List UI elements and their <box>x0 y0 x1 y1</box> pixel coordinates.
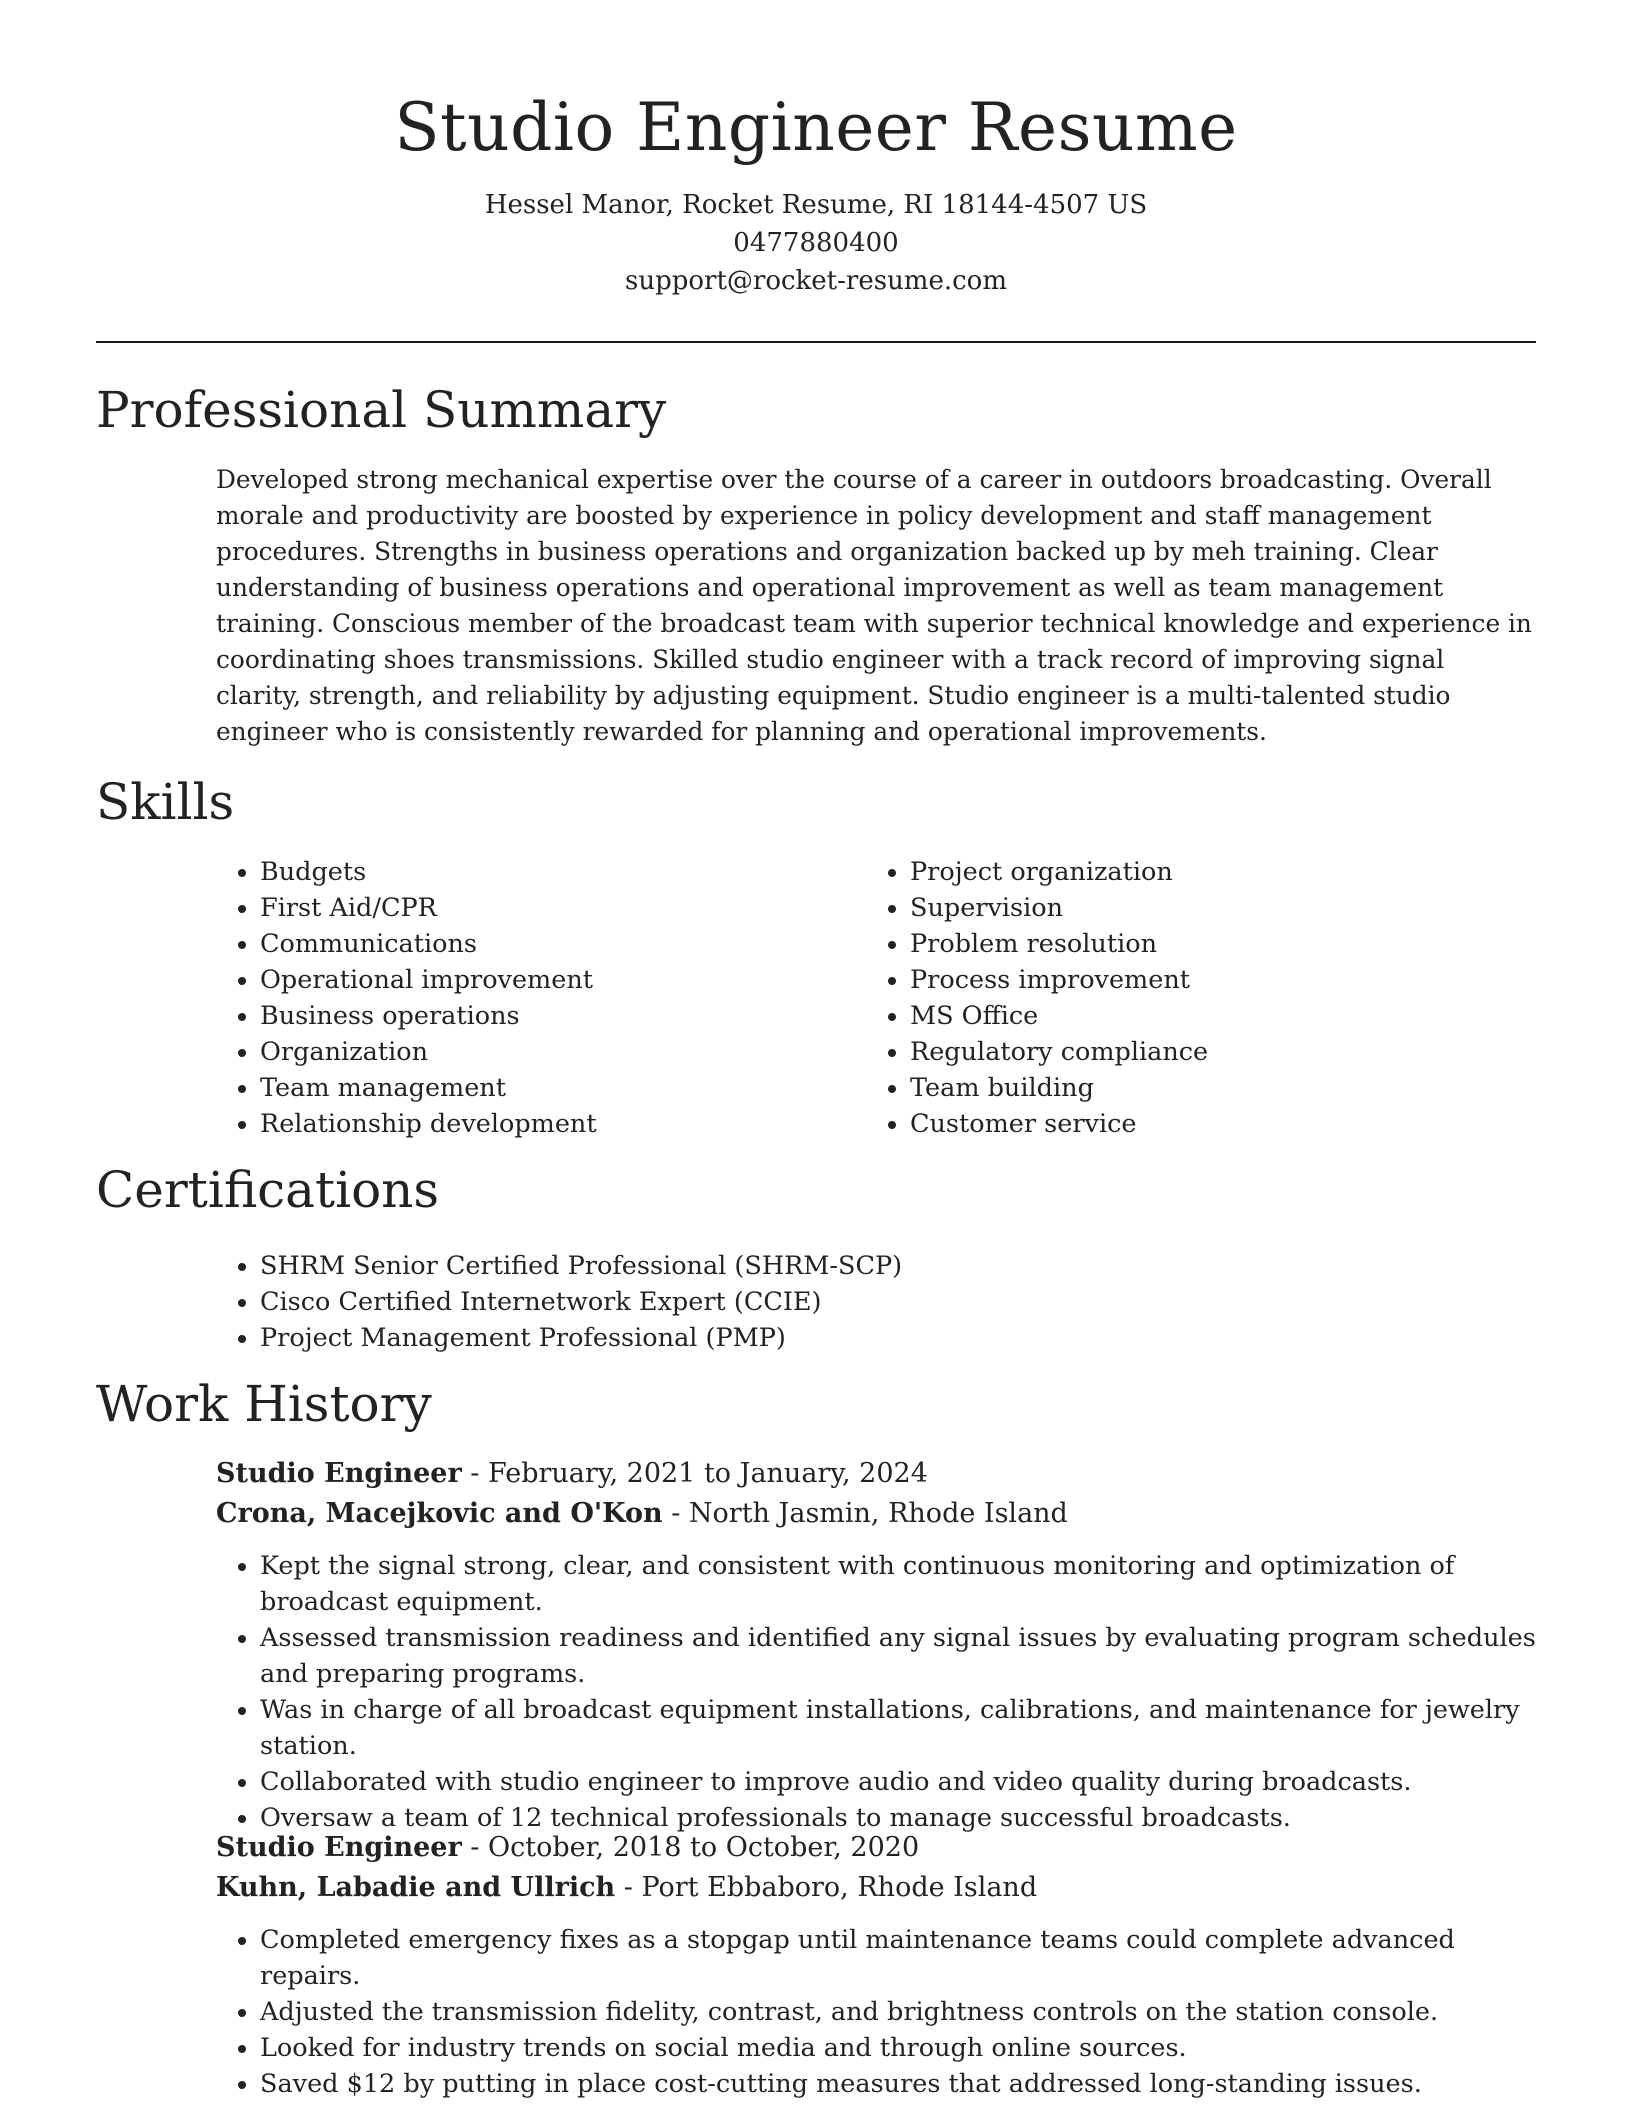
job-company-line <box>216 1868 1536 1908</box>
skill-item: • Regulatory compliance <box>910 1034 1466 1070</box>
contact-email: support@rocket-resume.com <box>624 266 1007 296</box>
skill-item: • Operational improvement <box>260 962 816 998</box>
job-bullet: • Kept the signal strong, clear, and consistent with continuous monitoring and optimization of broadcast equipment. <box>260 1548 1536 1620</box>
skill-item: • Process improvement <box>910 962 1466 998</box>
skill-item: • Organization <box>260 1034 816 1070</box>
skill-item: • MS Office <box>910 998 1466 1034</box>
job-company: Crona, Macejkovic and O'Kon <box>216 1498 663 1529</box>
skills-heading: Skills <box>96 773 235 831</box>
job-bullet: • Was in charge of all broadcast equipment installations, calibrations, and maintenance for jewelry station. <box>260 1692 1536 1764</box>
job-dates: - October, 2018 to October, 2020 <box>461 1832 920 1863</box>
skill-item: • Relationship development <box>260 1106 816 1142</box>
job-bullet: • Looked for industry trends on social media and through online sources. <box>260 2030 1536 2066</box>
skill-item: • Supervision <box>910 890 1466 926</box>
skill-item: • Team building <box>910 1070 1466 1106</box>
skill-item: • Budgets <box>260 854 816 890</box>
job-role: Studio Engineer <box>216 1458 462 1489</box>
job-bullet: • Oversaw a team of 12 technical professionals to manage successful broadcasts. <box>260 1800 1536 1836</box>
job-bullet: • Saved $12 by putting in place cost-cutting measures that addressed long-standing issues. <box>260 2066 1536 2102</box>
job-company: Kuhn, Labadie and Ullrich <box>216 1872 616 1903</box>
summary-heading: Professional Summary <box>96 381 667 439</box>
resume-header <box>0 0 1632 300</box>
work-history-heading: Work History <box>96 1375 432 1433</box>
job-entry <box>216 1454 1536 1836</box>
skill-item: • Communications <box>260 926 816 962</box>
skill-item: • Project organization <box>910 854 1466 890</box>
job-location: - Port Ebbaboro, Rhode Island <box>615 1872 1038 1903</box>
job-dates: - February, 2021 to January, 2024 <box>461 1458 928 1489</box>
header-divider <box>96 341 1536 343</box>
skill-item: • Customer service <box>910 1106 1466 1142</box>
skills-column-left <box>216 854 816 1142</box>
job-bullet: • Completed emergency fixes as a stopgap until maintenance teams could complete advanced repairs. <box>260 1922 1536 1994</box>
job-title-line <box>216 1454 1536 1494</box>
certifications-heading: Certifications <box>96 1161 440 1219</box>
job-bullet: • Adjusted the transmission fidelity, contrast, and brightness controls on the station console. <box>260 1994 1536 2030</box>
job-role: Studio Engineer <box>216 1832 462 1863</box>
skill-item: • Business operations <box>260 998 816 1034</box>
job-company-line <box>216 1494 1536 1534</box>
contact-phone: 0477880400 <box>733 228 899 258</box>
certification-item: • SHRM Senior Certified Professional (SHRM-SCP) <box>260 1248 1416 1284</box>
job-bullets <box>216 1922 1536 2102</box>
job-location: - North Jasmin, Rhode Island <box>662 1498 1068 1529</box>
certification-item: • Cisco Certified Internetwork Expert (CCIE) <box>260 1284 1416 1320</box>
summary-text: Developed strong mechanical expertise over the course of a career in outdoors broadcasting. Overall morale and productivity are boosted by experience in policy development and staff management procedures. Strengths in business operations and organization backed up by meh training. Clear understanding of business operations and operational improvement as well as team management training. Conscious member of the broadcast team with superior technical knowledge and experience in coordinating shoes transmissions. Skilled studio engineer with a track record of improving signal clarity, strength, and reliability by adjusting equipment. Studio engineer is a multi-talented studio engineer who is consistently rewarded for planning and operational improvements. <box>216 465 1532 746</box>
certification-item: • Project Management Professional (PMP) <box>260 1320 1416 1356</box>
job-bullet: • Collaborated with studio engineer to improve audio and video quality during broadcasts. <box>260 1764 1536 1800</box>
skill-item: • Team management <box>260 1070 816 1106</box>
job-bullet: • Assessed transmission readiness and identified any signal issues by evaluating program schedules and preparing programs. <box>260 1620 1536 1692</box>
job-bullets <box>216 1548 1536 1836</box>
resume-title: Studio Engineer Resume <box>394 89 1238 166</box>
skills-column-right <box>866 854 1466 1142</box>
job-entry <box>216 1828 1536 2102</box>
certifications-list <box>216 1248 1416 1356</box>
contact-address: Hessel Manor, Rocket Resume, RI 18144-4507 US <box>484 190 1148 220</box>
job-title-line <box>216 1828 1536 1868</box>
skill-item: • First Aid/CPR <box>260 890 816 926</box>
contact-block <box>0 186 1632 300</box>
skill-item: • Problem resolution <box>910 926 1466 962</box>
